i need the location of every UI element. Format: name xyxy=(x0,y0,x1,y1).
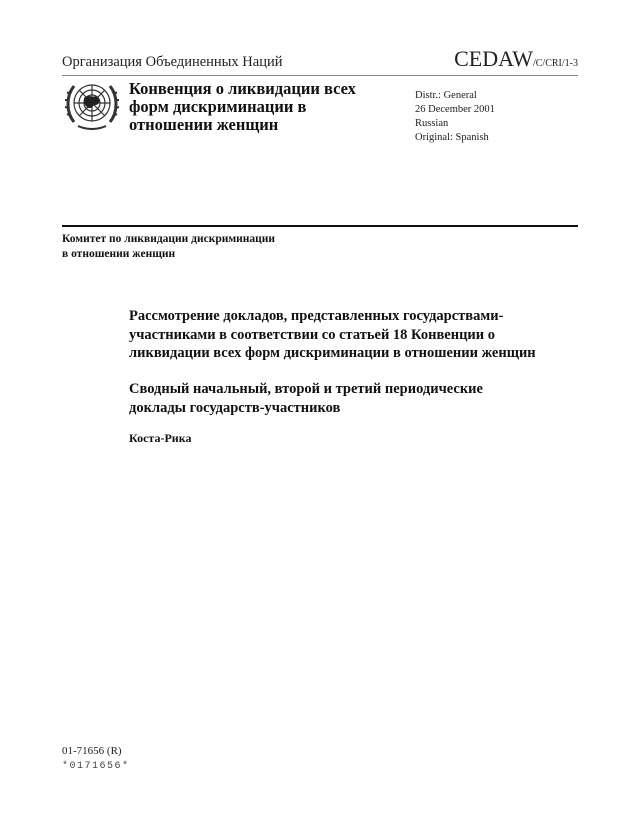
convention-title xyxy=(129,80,389,134)
symbol-main: CEDAW xyxy=(454,46,533,71)
committee-line: Комитет по ликвидации дискриминации xyxy=(62,233,276,245)
main-heading-line: участниками в соответствии со статьей 18 Конвенции о xyxy=(129,326,496,343)
distribution-info xyxy=(415,89,495,145)
date-line: 26 December 2001 xyxy=(415,104,495,115)
main-heading xyxy=(129,307,569,363)
header-divider xyxy=(62,75,578,76)
document-number: 01-71656 (R) xyxy=(62,745,122,757)
committee-line: в отношении женщин xyxy=(62,248,176,260)
main-heading-line: Рассмотрение докладов, представленных государствами- xyxy=(129,308,504,324)
country-name: Коста-Рика xyxy=(129,431,192,445)
sub-heading-line: доклады государств-участников xyxy=(129,399,341,416)
sub-heading-line: Сводный начальный, второй и третий периодические xyxy=(129,381,483,397)
sub-heading xyxy=(129,380,569,417)
main-heading-line: ликвидации всех форм дискриминации в отношении женщин xyxy=(129,345,536,361)
committee-name xyxy=(62,232,275,262)
distribution-line: Distr.: General xyxy=(415,90,477,101)
barcode-text: *0171656* xyxy=(62,761,130,772)
convention-title-line: Конвенция о ликвидации всех xyxy=(129,79,356,98)
document-symbol xyxy=(454,46,578,72)
section-divider xyxy=(62,225,578,227)
symbol-sub: /C/CRI/1-3 xyxy=(532,58,578,69)
organization-name: Организация Объединенных Наций xyxy=(62,54,283,70)
convention-title-line: форм дискриминации в xyxy=(129,97,307,116)
original-language-line: Original: Spanish xyxy=(415,132,489,143)
convention-title-line: отношении женщин xyxy=(129,115,279,134)
un-emblem-icon xyxy=(64,78,120,130)
language-line: Russian xyxy=(415,118,449,129)
